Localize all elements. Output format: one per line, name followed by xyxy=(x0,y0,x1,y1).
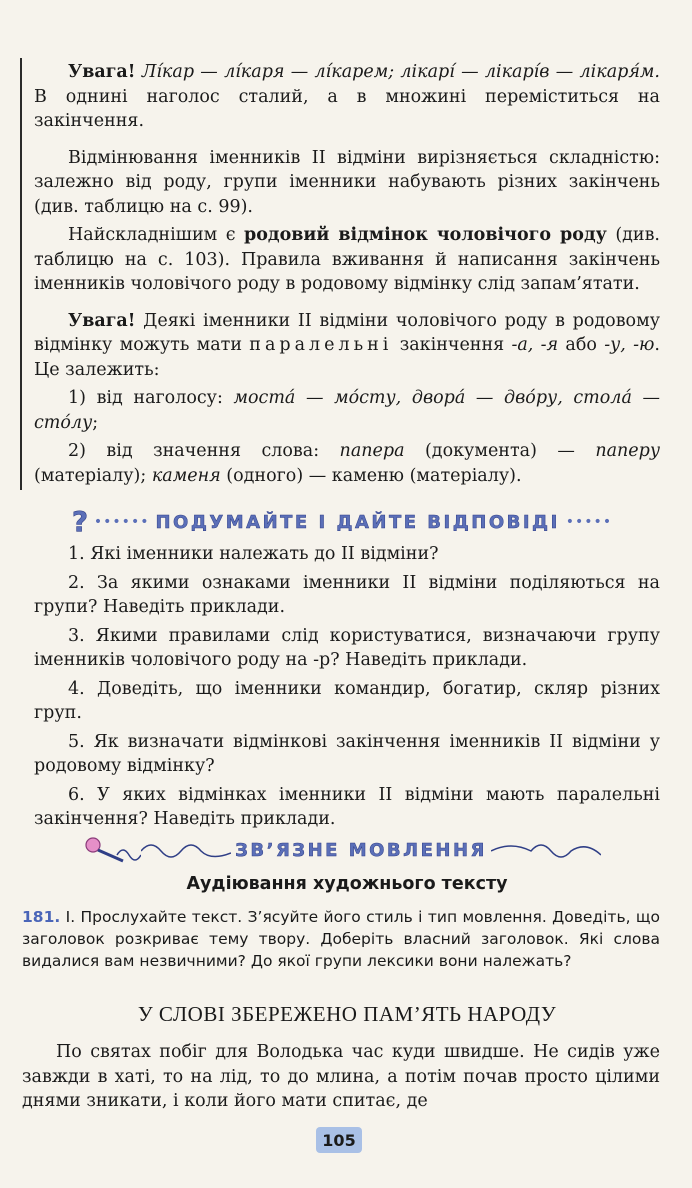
dots-right: ••••• xyxy=(565,514,613,530)
question-mark-icon: ? xyxy=(71,505,89,538)
think-and-answer-banner xyxy=(22,506,662,538)
question-item: 2. За якими ознаками іменники ІІ відміни поділяються на групи? Наведіть приклади. xyxy=(34,572,660,617)
swirl-left-icon xyxy=(141,839,231,861)
exercise-text: 181. І. Прослухайте текст. З’ясуйте його стиль і тип мовлення. Доведіть, що заголовок розкриває тему твору. Доберіть власний заголовок. Які слова видалися вам незвичними? До якої групи лексики вони належать? xyxy=(22,908,660,970)
attention-paragraph-6: 2) від значення слова: папера (документа) — паперу (матеріалу); каменя (одного) — каменю (матеріалу). xyxy=(34,441,660,486)
margin-rule xyxy=(20,58,22,490)
exercise-number: 181. xyxy=(22,908,61,926)
story-body xyxy=(22,1040,660,1118)
think-banner-title: ПОДУМАЙТЕ І ДАЙТЕ ВІДПОВІДІ xyxy=(155,511,560,533)
attention-paragraph-1: Увага! Лíкар — лíкаря — лíкарем; лікарí — лікарíв — лікаря́м. В однині наголос сталий, а в множині переміститься на закінчення. xyxy=(34,62,660,131)
attention-paragraph-2: Відмінювання іменників ІІ відміни вирізняється складністю: залежно від роду, групи іменники набувають різних закінчень (див. таблицю на с. 99). xyxy=(34,147,660,217)
attention-paragraph-3: Найскладнішим є родовий відмінок чоловічого роду (див. таблицю на с. 103). Правила вживання й написання закінчень іменників чоловічого роду в родовому відмінку слід запам’ятати. xyxy=(34,225,660,294)
microphone-icon xyxy=(83,835,141,865)
question-item: 5. Як визначати відмінкові закінчення іменників ІІ відміни у родовому відмінку? xyxy=(34,731,660,776)
attention-paragraph-5: 1) від наголосу: моста́ — мо́сту, двора́ — дво́ру, стола́ — сто́лу; xyxy=(34,388,660,433)
swirl-right-icon xyxy=(491,839,601,861)
story-paragraph: По святах побіг для Володька час куди швидше. Не сидів уже завжди в хаті, то на лід, то до млина, а потім почав просто цілими днями зникати, і коли його мати спитає, де xyxy=(22,1042,660,1111)
dots-left: •••••• xyxy=(93,514,150,530)
question-item: 4. Доведіть, що іменники командир, богатир, скляр різних груп. xyxy=(34,678,660,723)
question-item: 6. У яких відмінках іменники ІІ відміни мають паралельні закінчення? Наведіть приклади. xyxy=(34,784,660,829)
attention-block xyxy=(34,60,660,492)
attention-paragraph-4: Увага! Деякі іменники ІІ відміни чоловічого роду в родовому відмінку можуть мати паралельні закінчення -а, -я або -у, -ю. Це залежить: xyxy=(34,310,660,380)
section-subheading: Аудіювання художнього тексту xyxy=(186,874,508,894)
exercise-181 xyxy=(22,906,660,976)
question-item: 1. Які іменники належать до ІІ відміни? xyxy=(68,544,439,564)
page-number: 105 xyxy=(316,1127,362,1153)
story-title: У СЛОВІ ЗБЕРЕЖЕНО ПАМ’ЯТЬ НАРОДУ xyxy=(137,1002,557,1026)
questions-list xyxy=(34,542,660,836)
speech-banner-title: ЗВ’ЯЗНЕ МОВЛЕННЯ xyxy=(235,839,487,861)
question-item: 3. Якими правилами слід користуватися, визначаючи групу іменників чоловічого роду на -р? Наведіть приклади. xyxy=(34,625,660,670)
connected-speech-banner xyxy=(22,834,662,866)
